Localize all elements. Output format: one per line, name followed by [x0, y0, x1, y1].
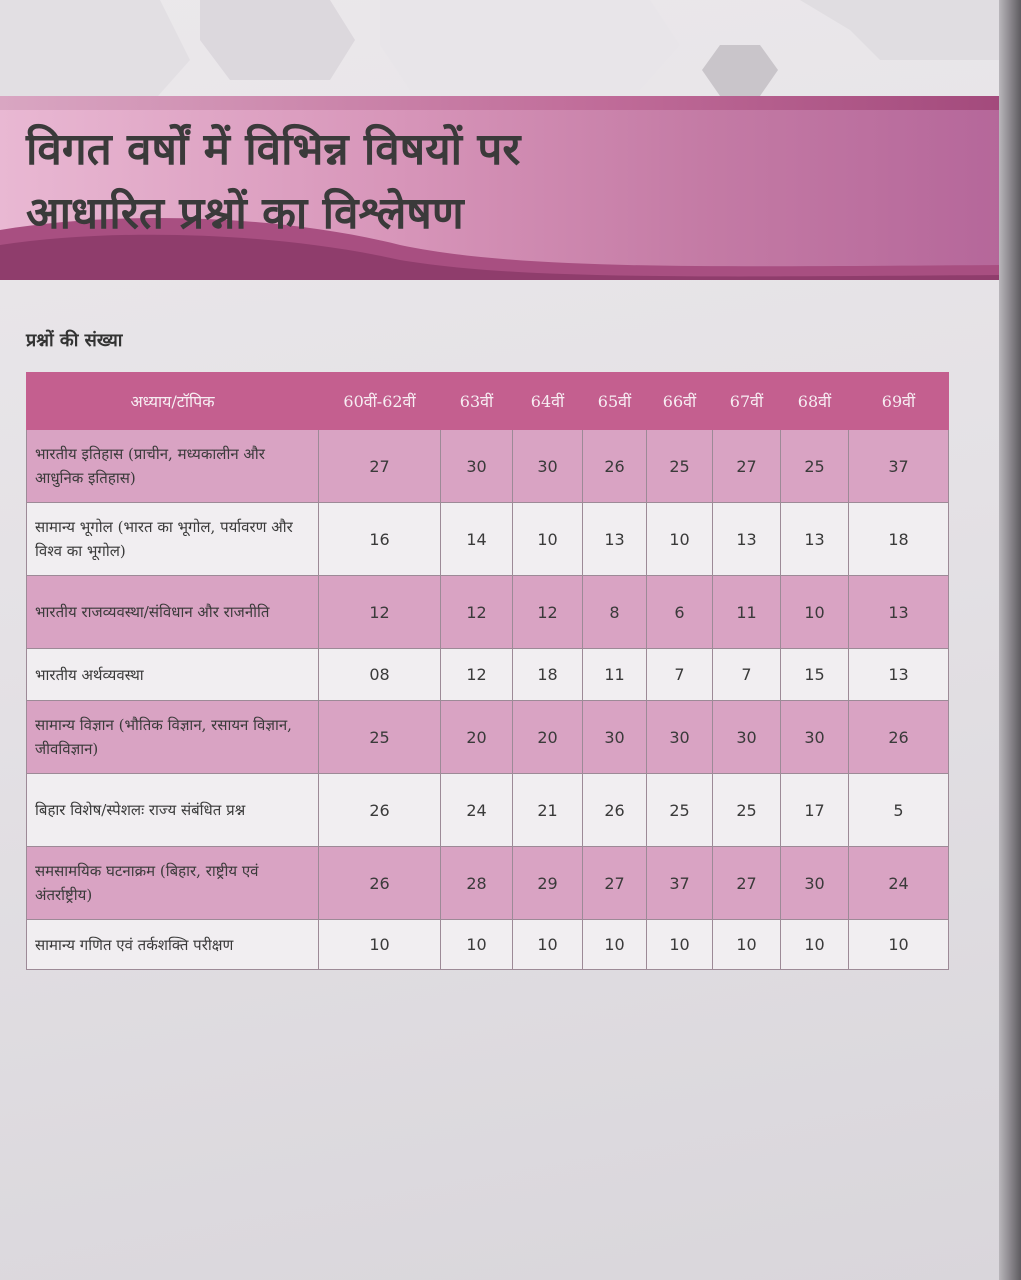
- count-cell: 25: [713, 774, 781, 847]
- count-cell: 30: [441, 430, 513, 503]
- count-cell: 30: [647, 701, 713, 774]
- table-row: [27, 576, 949, 649]
- count-cell: 13: [849, 576, 949, 649]
- count-cell: 13: [713, 503, 781, 576]
- col-header-exam-63: 63वीं: [441, 373, 513, 430]
- count-cell: 26: [583, 430, 647, 503]
- count-cell: 10: [441, 920, 513, 970]
- table-row: [27, 847, 949, 920]
- count-cell: 8: [583, 576, 647, 649]
- count-cell: 26: [319, 847, 441, 920]
- section-label: प्रश्नों की संख्या: [26, 330, 123, 351]
- count-cell: 13: [583, 503, 647, 576]
- count-cell: 37: [849, 430, 949, 503]
- count-cell: 27: [319, 430, 441, 503]
- col-header-exam-69: 69वीं: [849, 373, 949, 430]
- analysis-table: [26, 372, 949, 970]
- count-cell: 13: [781, 503, 849, 576]
- count-cell: 08: [319, 649, 441, 701]
- topic-cell: सामान्य विज्ञान (भौतिक विज्ञान, रसायन विज्ञान, जीवविज्ञान): [27, 701, 319, 774]
- count-cell: 13: [849, 649, 949, 701]
- col-header-exam-65: 65वीं: [583, 373, 647, 430]
- col-header-exam-60-62: 60वीं-62वीं: [319, 373, 441, 430]
- hexagon-decoration: [0, 0, 1000, 105]
- table-row: [27, 430, 949, 503]
- count-cell: 27: [713, 430, 781, 503]
- count-cell: 7: [713, 649, 781, 701]
- count-cell: 24: [441, 774, 513, 847]
- count-cell: 24: [849, 847, 949, 920]
- count-cell: 7: [647, 649, 713, 701]
- count-cell: 25: [319, 701, 441, 774]
- count-cell: 30: [583, 701, 647, 774]
- col-header-exam-67: 67वीं: [713, 373, 781, 430]
- table-row: [27, 649, 949, 701]
- col-header-exam-66: 66वीं: [647, 373, 713, 430]
- topic-cell: भारतीय इतिहास (प्राचीन, मध्यकालीन और आधुनिक इतिहास): [27, 430, 319, 503]
- count-cell: 10: [513, 503, 583, 576]
- count-cell: 26: [849, 701, 949, 774]
- table-row: [27, 503, 949, 576]
- count-cell: 10: [513, 920, 583, 970]
- count-cell: 10: [583, 920, 647, 970]
- count-cell: 30: [713, 701, 781, 774]
- count-cell: 25: [647, 430, 713, 503]
- count-cell: 6: [647, 576, 713, 649]
- count-cell: 10: [713, 920, 781, 970]
- col-header-exam-68: 68वीं: [781, 373, 849, 430]
- table-row: [27, 920, 949, 970]
- col-header-topic: अध्याय/टॉपिक: [27, 373, 319, 430]
- count-cell: 21: [513, 774, 583, 847]
- count-cell: 11: [713, 576, 781, 649]
- count-cell: 16: [319, 503, 441, 576]
- count-cell: 30: [781, 847, 849, 920]
- count-cell: 27: [713, 847, 781, 920]
- table-row: [27, 774, 949, 847]
- count-cell: 20: [513, 701, 583, 774]
- count-cell: 15: [781, 649, 849, 701]
- count-cell: 17: [781, 774, 849, 847]
- count-cell: 5: [849, 774, 949, 847]
- count-cell: 10: [647, 503, 713, 576]
- count-cell: 30: [513, 430, 583, 503]
- count-cell: 29: [513, 847, 583, 920]
- count-cell: 10: [647, 920, 713, 970]
- count-cell: 18: [513, 649, 583, 701]
- count-cell: 28: [441, 847, 513, 920]
- count-cell: 10: [781, 576, 849, 649]
- topic-cell: सामान्य गणित एवं तर्कशक्ति परीक्षण: [27, 920, 319, 970]
- topic-cell: भारतीय राजव्यवस्था/संविधान और राजनीति: [27, 576, 319, 649]
- count-cell: 27: [583, 847, 647, 920]
- count-cell: 10: [849, 920, 949, 970]
- count-cell: 20: [441, 701, 513, 774]
- count-cell: 12: [441, 649, 513, 701]
- count-cell: 12: [513, 576, 583, 649]
- count-cell: 11: [583, 649, 647, 701]
- topic-cell: बिहार विशेष/स्पेशलः राज्य संबंधित प्रश्न: [27, 774, 319, 847]
- count-cell: 14: [441, 503, 513, 576]
- count-cell: 26: [319, 774, 441, 847]
- count-cell: 18: [849, 503, 949, 576]
- count-cell: 30: [781, 701, 849, 774]
- count-cell: 10: [781, 920, 849, 970]
- topic-cell: सामान्य भूगोल (भारत का भूगोल, पर्यावरण और विश्व का भूगोल): [27, 503, 319, 576]
- banner-strip: [0, 96, 1000, 110]
- topic-cell: भारतीय अर्थव्यवस्था: [27, 649, 319, 701]
- count-cell: 37: [647, 847, 713, 920]
- topic-cell: समसामयिक घटनाक्रम (बिहार, राष्ट्रीय एवं अंतर्राष्ट्रीय): [27, 847, 319, 920]
- count-cell: 12: [441, 576, 513, 649]
- count-cell: 26: [583, 774, 647, 847]
- count-cell: 12: [319, 576, 441, 649]
- col-header-exam-64: 64वीं: [513, 373, 583, 430]
- count-cell: 25: [647, 774, 713, 847]
- count-cell: 25: [781, 430, 849, 503]
- page-edge-shadow: [999, 0, 1021, 1280]
- header-row: [27, 373, 949, 430]
- count-cell: 10: [319, 920, 441, 970]
- table-row: [27, 701, 949, 774]
- page-title: विगत वर्षों में विभिन्न विषयों पर आधारित प्रश्नों का विश्लेषण: [26, 124, 521, 239]
